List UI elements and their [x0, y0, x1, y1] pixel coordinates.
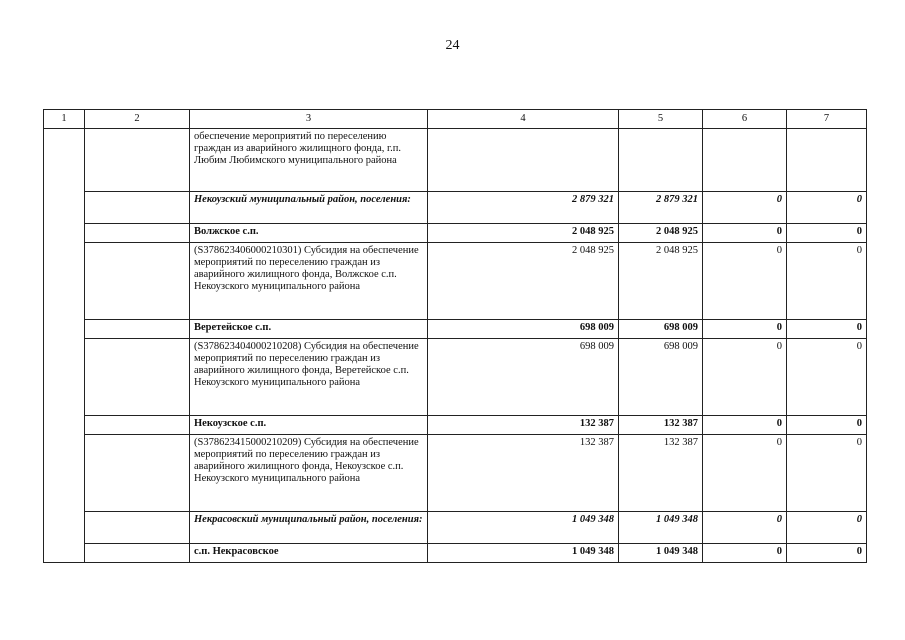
row-col-6: 0: [703, 320, 787, 339]
row-description: Веретейское с.п.: [190, 320, 428, 339]
row-col-6: 0: [703, 243, 787, 320]
col-2-cell: [85, 435, 190, 512]
row-col-6: [703, 129, 787, 192]
row-col-5: 698 009: [619, 339, 703, 416]
table-row: [44, 339, 867, 416]
row-description: обеспечение мероприятий по переселению граждан из аварийного жилищного фонда, г.п. Любим Любимского муниципального района: [190, 129, 428, 192]
row-col-4: 698 009: [428, 320, 619, 339]
row-col-6: 0: [703, 544, 787, 563]
row-col-6: 0: [703, 192, 787, 224]
table-row: [44, 416, 867, 435]
col-2-cell: [85, 544, 190, 563]
row-col-7: 0: [787, 339, 867, 416]
row-col-7: 0: [787, 192, 867, 224]
row-col-7: 0: [787, 512, 867, 544]
row-col-5: [619, 129, 703, 192]
row-description: (S378623406000210301) Субсидия на обеспечение мероприятий по переселению граждан из аварийного жилищного фонда, Волжское с.п. Некоузского муниципального района: [190, 243, 428, 320]
row-col-4: 2 048 925: [428, 224, 619, 243]
header-col-7: 7: [787, 110, 867, 129]
col-2-cell: [85, 243, 190, 320]
table-row: [44, 192, 867, 224]
row-col-6: 0: [703, 512, 787, 544]
header-col-2: 2: [85, 110, 190, 129]
row-col-6: 0: [703, 339, 787, 416]
row-col-7: 0: [787, 243, 867, 320]
table-row: [44, 435, 867, 512]
col-1-merged-cell: [44, 129, 85, 563]
table-row: [44, 243, 867, 320]
row-description: (S378623415000210209) Субсидия на обеспечение мероприятий по переселению граждан из аварийного жилищного фонда, Некоузское с.п. Некоузского муниципального района: [190, 435, 428, 512]
table-row: [44, 320, 867, 339]
row-col-4: [428, 129, 619, 192]
header-row: [44, 110, 867, 129]
row-col-5: 698 009: [619, 320, 703, 339]
col-2-cell: [85, 192, 190, 224]
row-col-4: 132 387: [428, 416, 619, 435]
row-col-7: 0: [787, 416, 867, 435]
row-col-5: 1 049 348: [619, 544, 703, 563]
row-col-5: 2 048 925: [619, 224, 703, 243]
row-col-4: 1 049 348: [428, 512, 619, 544]
budget-table: [43, 109, 867, 563]
col-2-cell: [85, 416, 190, 435]
row-col-6: 0: [703, 416, 787, 435]
col-2-cell: [85, 129, 190, 192]
row-col-4: 132 387: [428, 435, 619, 512]
row-col-7: 0: [787, 320, 867, 339]
table-row: [44, 544, 867, 563]
row-col-7: 0: [787, 435, 867, 512]
row-col-6: 0: [703, 435, 787, 512]
row-col-6: 0: [703, 224, 787, 243]
header-col-1: 1: [44, 110, 85, 129]
row-description: Некрасовский муниципальный район, поселения:: [190, 512, 428, 544]
row-col-7: [787, 129, 867, 192]
header-col-3: 3: [190, 110, 428, 129]
row-description: Волжское с.п.: [190, 224, 428, 243]
header-col-4: 4: [428, 110, 619, 129]
row-col-4: 2 048 925: [428, 243, 619, 320]
row-description: Некоузский муниципальный район, поселения:: [190, 192, 428, 224]
table-row: [44, 224, 867, 243]
row-col-5: 132 387: [619, 435, 703, 512]
row-col-7: 0: [787, 544, 867, 563]
row-col-4: 1 049 348: [428, 544, 619, 563]
row-description: Некоузское с.п.: [190, 416, 428, 435]
col-2-cell: [85, 512, 190, 544]
row-col-4: 698 009: [428, 339, 619, 416]
row-col-5: 132 387: [619, 416, 703, 435]
col-2-cell: [85, 339, 190, 416]
header-col-5: 5: [619, 110, 703, 129]
row-col-5: 2 879 321: [619, 192, 703, 224]
row-description: (S378623404000210208) Субсидия на обеспечение мероприятий по переселению граждан из аварийного жилищного фонда, Веретейское с.п. Некоузского муниципального района: [190, 339, 428, 416]
row-col-5: 1 049 348: [619, 512, 703, 544]
row-description: с.п. Некрасовское: [190, 544, 428, 563]
col-2-cell: [85, 320, 190, 339]
row-col-4: 2 879 321: [428, 192, 619, 224]
col-2-cell: [85, 224, 190, 243]
row-col-5: 2 048 925: [619, 243, 703, 320]
page-number: 24: [445, 38, 460, 53]
table-row: [44, 512, 867, 544]
header-col-6: 6: [703, 110, 787, 129]
row-col-7: 0: [787, 224, 867, 243]
table-row: [44, 129, 867, 192]
